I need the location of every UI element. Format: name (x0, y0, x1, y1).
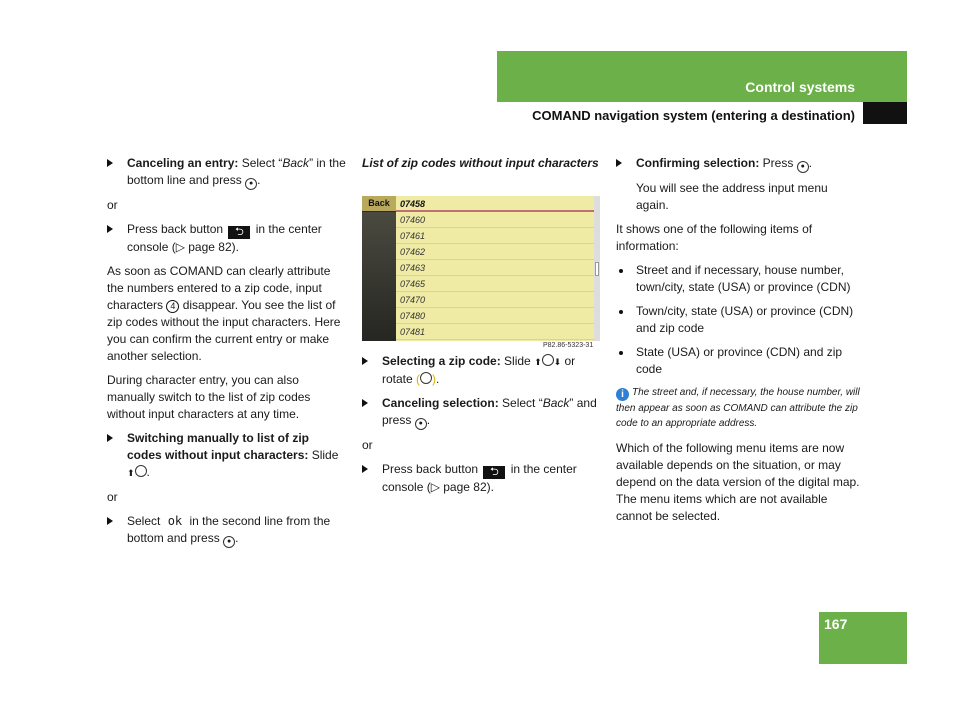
instruction-heading: Canceling an entry: (127, 156, 239, 170)
callout-number: 4 (166, 300, 179, 313)
bullet-arrow-icon (107, 434, 113, 442)
instruction-heading: Selecting a zip code: (382, 354, 501, 368)
column-middle-lower (362, 353, 602, 503)
figure-caption: List of zip codes without input characters (362, 156, 599, 170)
instruction-select-ok: Select ok in the second line from the bottom and press ● . (107, 513, 347, 548)
instruction-heading: Confirming selection: (636, 156, 760, 170)
bullet-arrow-icon (362, 399, 368, 407)
column-left (107, 155, 347, 555)
or-text: or (107, 490, 118, 504)
section-tab-marker (863, 102, 907, 124)
knob-icon (135, 465, 147, 477)
figure-reference: P82.86-5323-31 (543, 342, 594, 349)
screen-side-panel (362, 212, 396, 341)
instruction-heading: Switching manually to list of zip codes without input characters: (127, 431, 310, 462)
menu-term: Back (282, 156, 310, 170)
instruction-back-button: Press back button ⮌ in the center console (▷ page 82). (362, 461, 602, 496)
bullet-arrow-icon (362, 357, 368, 365)
bullet-arrow-icon (616, 159, 622, 167)
zip-code-item[interactable]: 07481 (396, 324, 594, 340)
instruction-select-zip: Selecting a zip code: Slide ⬆ ⬇ or rotate ( ). (362, 353, 602, 388)
screen-back-button[interactable]: Back (362, 196, 396, 211)
zip-code-item[interactable]: 07470 (396, 292, 594, 308)
slide-up-icon: ⬆ (127, 468, 135, 478)
zip-code-screen (362, 196, 600, 341)
instruction-cancel-entry: Canceling an entry: Select “Back” in the bottom line and press ● . (107, 155, 347, 190)
back-key-icon: ⮌ (228, 226, 250, 239)
page-number: 167 (824, 616, 848, 632)
knob-icon (542, 354, 554, 366)
zip-code-list (396, 196, 594, 341)
zip-code-item[interactable]: 07465 (396, 276, 594, 292)
scrollbar-thumb[interactable] (595, 262, 599, 276)
knob-icon (420, 372, 432, 384)
instruction-back-button: Press back button ⮌ in the center console (▷ page 82). (107, 221, 347, 256)
section-title: Control systems (745, 79, 855, 95)
zip-code-item[interactable]: 07463 (396, 260, 594, 276)
bullet-dot-icon (619, 269, 623, 273)
list-item: State (USA) or province (CDN) and zip code (616, 344, 860, 378)
ok-symbol: ok (167, 514, 183, 528)
sub-title: COMAND navigation system (entering a destination) (532, 108, 855, 123)
or-text: or (362, 438, 373, 452)
zip-code-item[interactable]: 07458 (396, 196, 594, 212)
instruction-cancel-selection: Canceling selection: Select “Back” and press ● . (362, 395, 602, 430)
bullet-arrow-icon (107, 225, 113, 233)
or-text: or (107, 198, 118, 212)
instruction-result: You will see the address input menu again. (636, 181, 828, 212)
screen-scrollbar[interactable] (594, 196, 600, 341)
paragraph-info-items: It shows one of the following items of information: (616, 222, 813, 253)
info-note: i The street and, if necessary, the house number, will then appear as soon as COMAND can attribute the zip code to an appropriate address. (616, 387, 860, 429)
slide-down-icon: ⬇ (553, 357, 562, 367)
press-knob-icon: ● (797, 161, 809, 173)
back-key-icon: ⮌ (483, 466, 505, 479)
zip-code-item[interactable]: 07480 (396, 308, 594, 324)
zip-code-item[interactable]: 07462 (396, 244, 594, 260)
paragraph-attribute: As soon as COMAND can clearly attribute the numbers entered to a zip code, input characters 4 disappear. You see the list of zip codes without the input characters. Here you can confirm the current entry or make another selection. (107, 264, 341, 363)
instruction-confirm-selection: Confirming selection: Press ● . You will see the address input menu again. (616, 155, 860, 214)
instruction-switch-list: Switching manually to list of zip codes without input characters: Slide ⬆ . (107, 430, 347, 482)
bullet-arrow-icon (107, 159, 113, 167)
list-item: Street and if necessary, house number, town/city, state (USA) or province (CDN) (616, 262, 860, 296)
paragraph-manual-switch: During character entry, you can also manually switch to the list of zip codes without input characters at any time. (107, 373, 311, 421)
column-middle (362, 155, 602, 172)
zip-code-item[interactable]: 07461 (396, 228, 594, 244)
bullet-arrow-icon (362, 465, 368, 473)
press-knob-icon: ● (245, 178, 257, 190)
bullet-arrow-icon (107, 517, 113, 525)
slide-up-down-icon: ⬆ (534, 357, 542, 367)
press-knob-icon: ● (223, 536, 235, 548)
info-icon: i (616, 388, 629, 401)
rotate-icon: ( (416, 372, 421, 386)
bullet-dot-icon (619, 310, 623, 314)
paragraph-menu-items: Which of the following menu items are now available depends on the situation, or may depend on the data version of the digital map. The menu items which are not available cannot be selected. (616, 441, 860, 523)
instruction-heading: Canceling selection: (382, 396, 499, 410)
rotate-icon: ) (432, 372, 437, 386)
menu-term: Back (542, 396, 570, 410)
bullet-dot-icon (619, 351, 623, 355)
zip-code-item[interactable]: 07460 (396, 212, 594, 228)
press-knob-icon: ● (415, 418, 427, 430)
column-right (616, 155, 860, 532)
list-item: Town/city, state (USA) or province (CDN) and zip code (616, 303, 860, 337)
